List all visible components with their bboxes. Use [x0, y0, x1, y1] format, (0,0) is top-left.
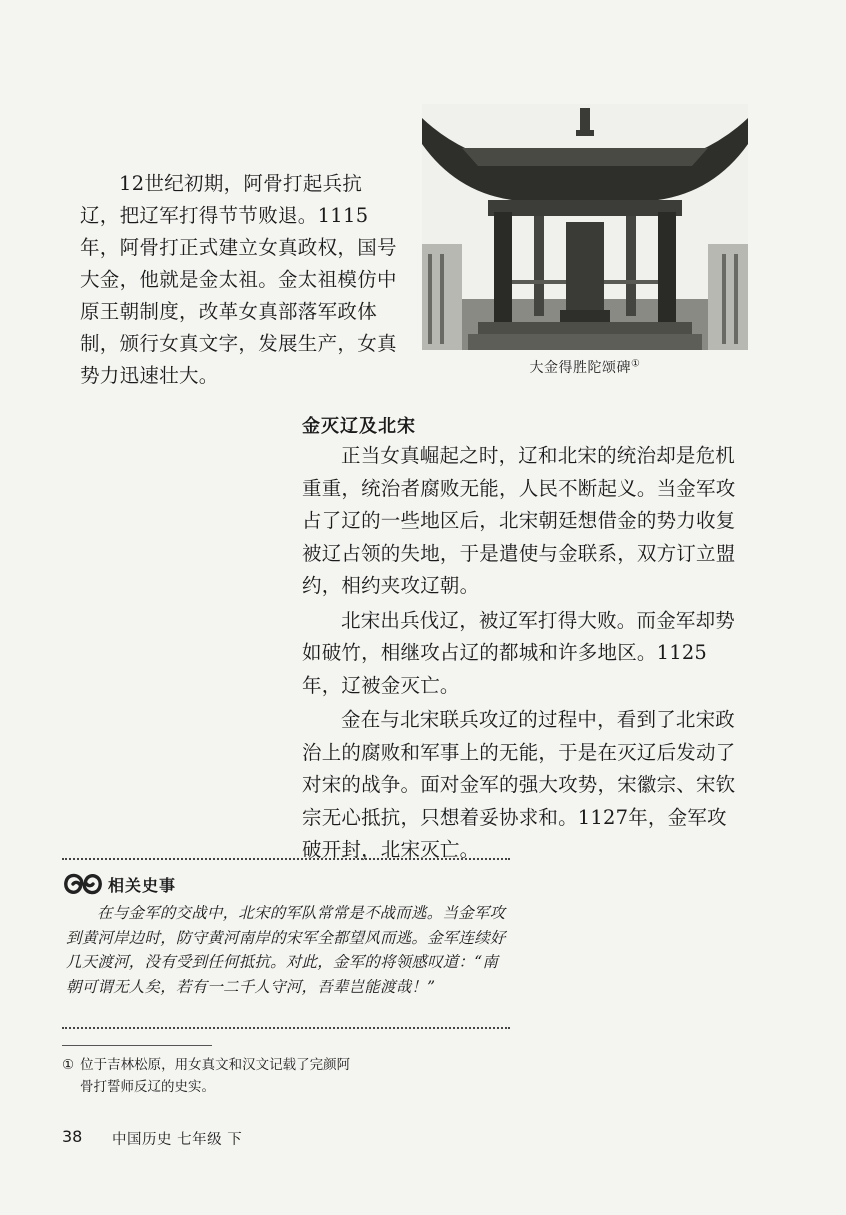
section-title: 金灭辽及北宋 [302, 416, 416, 437]
dotted-divider-bottom [62, 1027, 510, 1029]
footnote-text-1: 位于吉林松原，用女真文和汉文记载了完颜阿 [80, 1057, 351, 1073]
paragraph-2: 北宋出兵伐辽，被辽军打得大败。而金军却势如破竹，相继攻占辽的都城和许多地区。1125年，辽被金灭亡。 [302, 608, 736, 697]
related-header [62, 868, 176, 900]
footnote [62, 1054, 402, 1098]
intro-text: 12世纪初期，阿骨打起兵抗辽，把辽军打得节节败退。1115年，阿骨打正式建立女真政权，国号大金，他就是金太祖。金太祖模仿中原王朝制度，改革女真部落军政体制，颁行女真文字，发展生产，女真势力迅速壮大。 [80, 172, 397, 387]
caption-note-mark: ① [631, 358, 641, 370]
photo-caption [500, 357, 670, 377]
paragraph-1: 正当女真崛起之时，辽和北宋的统治却是危机重重，统治者腐败无能，人民不断起义。当金军攻占了辽的一些地区后，北宋朝廷想借金的势力收复被辽占领的失地，于是遣使与金联系，双方订立盟约，相约夹攻辽朝。 [302, 444, 736, 597]
swirl-icon [62, 868, 104, 900]
pavilion-stele-photo [422, 104, 748, 350]
dotted-divider-top [62, 858, 510, 860]
page-number: 38 [62, 1127, 83, 1146]
book-title: 中国历史 七年级 下 [112, 1132, 243, 1148]
footnote-line-1 [62, 1054, 402, 1076]
footnote-mark: ① [62, 1057, 75, 1073]
paragraph-3: 金在与北宋联兵攻辽的过程中，看到了北宋政治上的腐败和军事上的无能，于是在灭辽后发动了对宋的战争。面对金军的强大攻势，宋徽宗、宋钦宗无心抵抗，只想着妥协求和。1127年，金军攻破开封，北宋灭亡。 [302, 708, 736, 861]
intro-paragraph [80, 168, 400, 392]
caption-text: 大金得胜陀颂碑 [529, 360, 632, 376]
related-text: 在与金军的交战中，北宋的军队常常是不战而逃。当金军攻到黄河岸边时，防守黄河南岸的宋军全都望风而逃。金军连续好几天渡河，没有受到任何抵抗。对此，金军的将领感叹道：“南朝可谓无人矣，若有一二千人守河，吾辈岂能渡哉！” [66, 904, 506, 996]
related-title: 相关史事 [108, 875, 177, 895]
related-body [66, 901, 512, 999]
footnote-text-2: 骨打誓师反辽的史实。 [80, 1079, 215, 1095]
footnote-rule [62, 1045, 212, 1046]
main-text [302, 440, 746, 869]
